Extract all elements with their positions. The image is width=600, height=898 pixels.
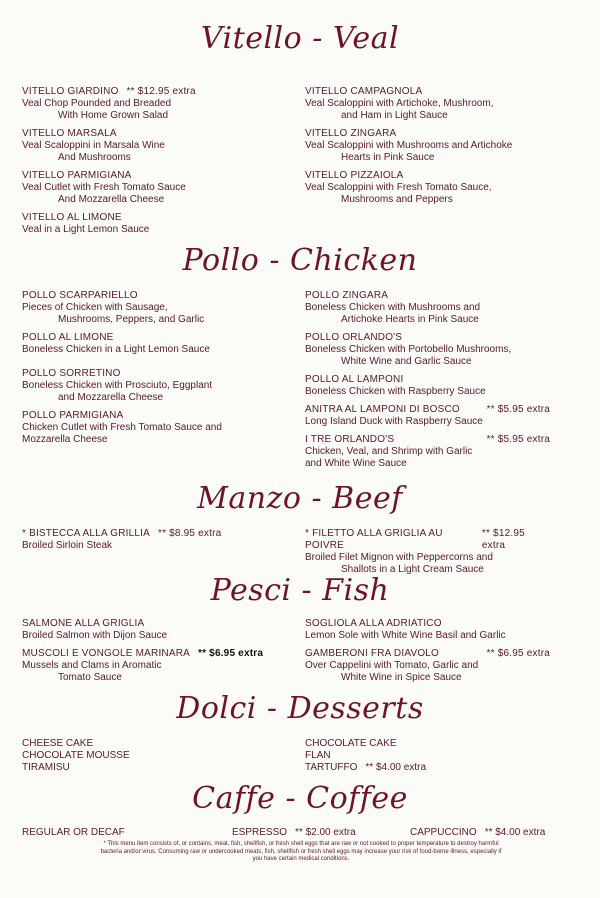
item-name: POLLO ZINGARA: [305, 290, 389, 301]
coffee-cappuccino: [410, 827, 545, 839]
desserts-heading: Dolci - Desserts: [176, 691, 424, 726]
item-name: ANITRA AL LAMPONI DI BOSCO: [305, 404, 460, 415]
chicken-heading: Pollo - Chicken: [182, 243, 418, 278]
desserts-right-column: [305, 738, 580, 774]
menu-item: [305, 170, 580, 206]
fish-right-column: [305, 618, 580, 690]
item-desc: Shallots in a Light Cream Sauce: [341, 564, 484, 575]
dessert-item: [305, 762, 580, 774]
coffee-heading: Caffe - Coffee: [192, 781, 408, 816]
item-name: POLLO PARMIGIANA: [22, 410, 124, 421]
item-name: * FILETTO ALLA GRIGLIA AU POIVRE: [305, 528, 443, 551]
menu-item: [305, 86, 580, 122]
item-desc: Veal Scaloppini with Artichoke, Mushroom,: [305, 98, 494, 109]
item-desc: Veal Scaloppini in Marsala Wine: [22, 140, 165, 151]
menu-item: [305, 290, 580, 326]
item-extra: ** $6.95 extra: [486, 648, 550, 659]
coffee-regular: REGULAR OR DECAF: [22, 827, 125, 838]
item-desc: Boneless Chicken in a Light Lemon Sauce: [22, 344, 210, 355]
menu-item: [22, 86, 297, 122]
veal-left-column: [22, 86, 297, 242]
item-desc: White Wine and Garlic Sauce: [341, 356, 472, 367]
chicken-right-column: [305, 290, 580, 476]
beef-left-column: [22, 528, 297, 558]
item-extra: ** $12.95 extra: [126, 86, 196, 97]
item-extra: ** $12.95 extra: [481, 528, 525, 551]
item-extra: ** $6.95 extra: [198, 648, 264, 659]
item-name: POLLO SCARPARIELLO: [22, 290, 138, 301]
fish-left-column: [22, 618, 297, 690]
item-extra: ** $8.95 extra: [158, 528, 222, 539]
item-name: ESPRESSO: [232, 827, 288, 838]
item-desc: Chicken, Veal, and Shrimp with Garlic: [305, 446, 473, 457]
item-desc: Lemon Sole with White Wine Basil and Garlic: [305, 630, 506, 641]
desserts-left-column: [22, 738, 297, 774]
item-desc: Over Cappelini with Tomato, Garlic and: [305, 660, 479, 671]
item-desc: Broiled Sirloin Steak: [22, 540, 113, 551]
dessert-item: CHOCOLATE MOUSSE: [22, 750, 130, 761]
item-name: POLLO AL LIMONE: [22, 332, 114, 343]
coffee-espresso: [232, 827, 356, 839]
item-desc: Veal Cutlet with Fresh Tomato Sauce: [22, 182, 186, 193]
item-name: TARTUFFO: [305, 762, 358, 773]
item-name: MUSCOLI E VONGOLE MARINARA: [22, 648, 191, 659]
menu-item: [22, 128, 297, 164]
item-desc: Pieces of Chicken with Sausage,: [22, 302, 168, 313]
item-desc: Boneless Chicken with Raspberry Sauce: [305, 386, 486, 397]
item-name: VITELLO AL LIMONE: [22, 212, 122, 223]
item-desc: Veal in a Light Lemon Sauce: [22, 224, 150, 235]
item-desc: Tomato Sauce: [58, 672, 122, 683]
menu-item: [305, 648, 580, 684]
item-desc: Mushrooms and Peppers: [341, 194, 453, 205]
item-desc: Boneless Chicken with Mushrooms and: [305, 302, 481, 313]
menu-item: [305, 434, 580, 470]
menu-item: [22, 290, 297, 326]
item-extra: ** $5.95 extra: [486, 434, 550, 445]
menu-item: [305, 332, 580, 368]
item-extra: ** $5.95 extra: [486, 404, 550, 415]
item-desc: and White Wine Sauce: [305, 458, 407, 469]
item-name: VITELLO MARSALA: [22, 128, 117, 139]
menu-item: [22, 212, 297, 236]
item-name: VITELLO PARMIGIANA: [22, 170, 132, 181]
item-name: POLLO ORLANDO'S: [305, 332, 403, 343]
item-desc: Boneless Chicken with Portobello Mushrooms,: [305, 344, 512, 355]
menu-item: [305, 374, 580, 398]
menu-item: [305, 618, 580, 642]
item-name: VITELLO ZINGARA: [305, 128, 397, 139]
menu-item: [22, 618, 297, 642]
item-desc: And Mozzarella Cheese: [58, 194, 165, 205]
item-desc: Broiled Salmon with Dijon Sauce: [22, 630, 168, 641]
item-name: SOGLIOLA ALLA ADRIATICO: [305, 618, 442, 629]
item-desc: Chicken Cutlet with Fresh Tomato Sauce and: [22, 422, 222, 433]
item-desc: Veal Scaloppini with Fresh Tomato Sauce,: [305, 182, 492, 193]
item-desc: and Mozzarella Cheese: [58, 392, 164, 403]
dessert-item: CHOCOLATE CAKE: [305, 738, 397, 749]
veal-heading: Vitello - Veal: [200, 21, 400, 56]
item-name: VITELLO PIZZAIOLA: [305, 170, 404, 181]
dessert-item: TIRAMISU: [22, 762, 70, 773]
menu-item: [305, 128, 580, 164]
item-name: POLLO SORRETINO: [22, 368, 121, 379]
item-desc: and Ham in Light Sauce: [341, 110, 448, 121]
item-desc: Veal Scaloppini with Mushrooms and Artichoke: [305, 140, 513, 151]
dessert-item: CHEESE CAKE: [22, 738, 94, 749]
item-desc: Mozzarella Cheese: [22, 434, 108, 445]
menu-item: [22, 368, 297, 404]
fish-heading: Pesci - Fish: [210, 573, 390, 608]
item-extra: ** $2.00 extra: [295, 827, 356, 838]
menu-item: [22, 648, 297, 684]
item-name: VITELLO CAMPAGNOLA: [305, 86, 423, 97]
item-desc: Mussels and Clams in Aromatic: [22, 660, 162, 671]
item-desc: Hearts in Pink Sauce: [341, 152, 435, 163]
item-desc: Artichoke Hearts in Pink Sauce: [341, 314, 479, 325]
menu-item: [22, 170, 297, 206]
item-name: SALMONE ALLA GRIGLIA: [22, 618, 145, 629]
dessert-item: FLAN: [305, 750, 331, 761]
item-desc: Mushrooms, Peppers, and Garlic: [58, 314, 205, 325]
raw-food-disclaimer: * This menu item consists of, or contains, meat, fish, shellfish, or fresh shell eggs that are raw or not cooked to proper temperature to destroy harmful bacteria and/or virus. Consuming raw or undercooked meats, fish, shellfish or fresh shell eggs may increase your risk of food-borne illness, especially if you have certain medical conditions.: [100, 841, 502, 862]
menu-item: [305, 528, 580, 576]
item-desc: Boneless Chicken with Prosciuto, Eggplant: [22, 380, 213, 391]
menu-item: [22, 332, 297, 356]
beef-heading: Manzo - Beef: [197, 481, 403, 516]
menu-item: [22, 410, 297, 446]
item-desc: White Wine in Spice Sauce: [341, 672, 462, 683]
item-name: VITELLO GIARDINO: [22, 86, 119, 97]
item-name: CAPPUCCINO: [410, 827, 477, 838]
veal-right-column: [305, 86, 580, 212]
item-name: POLLO AL LAMPONI: [305, 374, 404, 385]
item-desc: With Home Grown Salad: [58, 110, 169, 121]
item-desc: Long Island Duck with Raspberry Sauce: [305, 416, 483, 427]
menu-item: [305, 404, 580, 428]
item-desc: Veal Chop Pounded and Breaded: [22, 98, 172, 109]
chicken-left-column: [22, 290, 297, 452]
menu-item: [22, 528, 297, 552]
item-extra: ** $4.00 extra: [365, 762, 427, 773]
item-name: * BISTECCA ALLA GRILLIA: [22, 528, 150, 539]
item-desc: Broiled Filet Mignon with Peppercorns and: [305, 552, 493, 563]
item-name: GAMBERONI FRA DIAVOLO: [305, 648, 440, 659]
item-name: I TRE ORLANDO'S: [305, 434, 395, 445]
item-extra: ** $4.00 extra: [484, 827, 546, 838]
item-desc: And Mushrooms: [58, 152, 131, 163]
